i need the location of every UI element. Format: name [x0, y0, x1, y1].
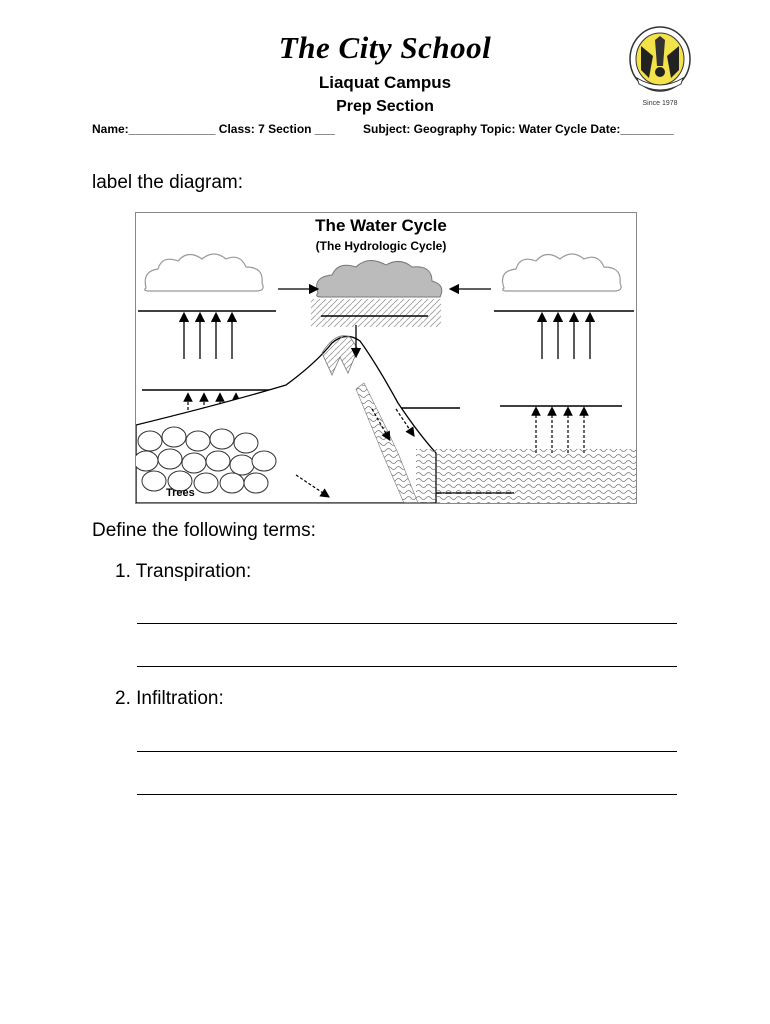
school-logo	[627, 26, 693, 108]
ocean	[416, 449, 636, 503]
term-infiltration: 2. Infiltration:	[115, 688, 224, 709]
answer-line-1[interactable]	[137, 623, 677, 624]
diagram-title: The Water Cycle	[315, 216, 447, 235]
instruction-text: label the diagram:	[92, 172, 244, 193]
rain-cloud	[311, 260, 442, 327]
student-info: Name:_____________ Class: 7 Section ___	[92, 122, 335, 136]
answer-line-2[interactable]	[137, 666, 677, 667]
school-name: The City School	[278, 30, 492, 65]
define-heading: Define the following terms:	[92, 520, 316, 541]
answer-line-3[interactable]	[137, 751, 677, 752]
right-cloud	[503, 254, 622, 291]
left-cloud	[145, 254, 263, 291]
logo-caption: Since 1978	[642, 100, 678, 107]
diagram-subtitle: (The Hydrologic Cycle)	[315, 239, 447, 253]
answer-line-4[interactable]	[137, 794, 677, 795]
trees	[135, 427, 276, 493]
water-cycle-diagram	[135, 212, 637, 504]
campus-name: Liaquat Campus	[318, 73, 452, 92]
trees-label: Trees	[166, 487, 195, 499]
section-name: Prep Section	[336, 98, 434, 115]
term-transpiration: 1. Transpiration:	[115, 561, 252, 582]
subject-info: Subject: Geography Topic: Water Cycle Date:________	[363, 122, 674, 136]
